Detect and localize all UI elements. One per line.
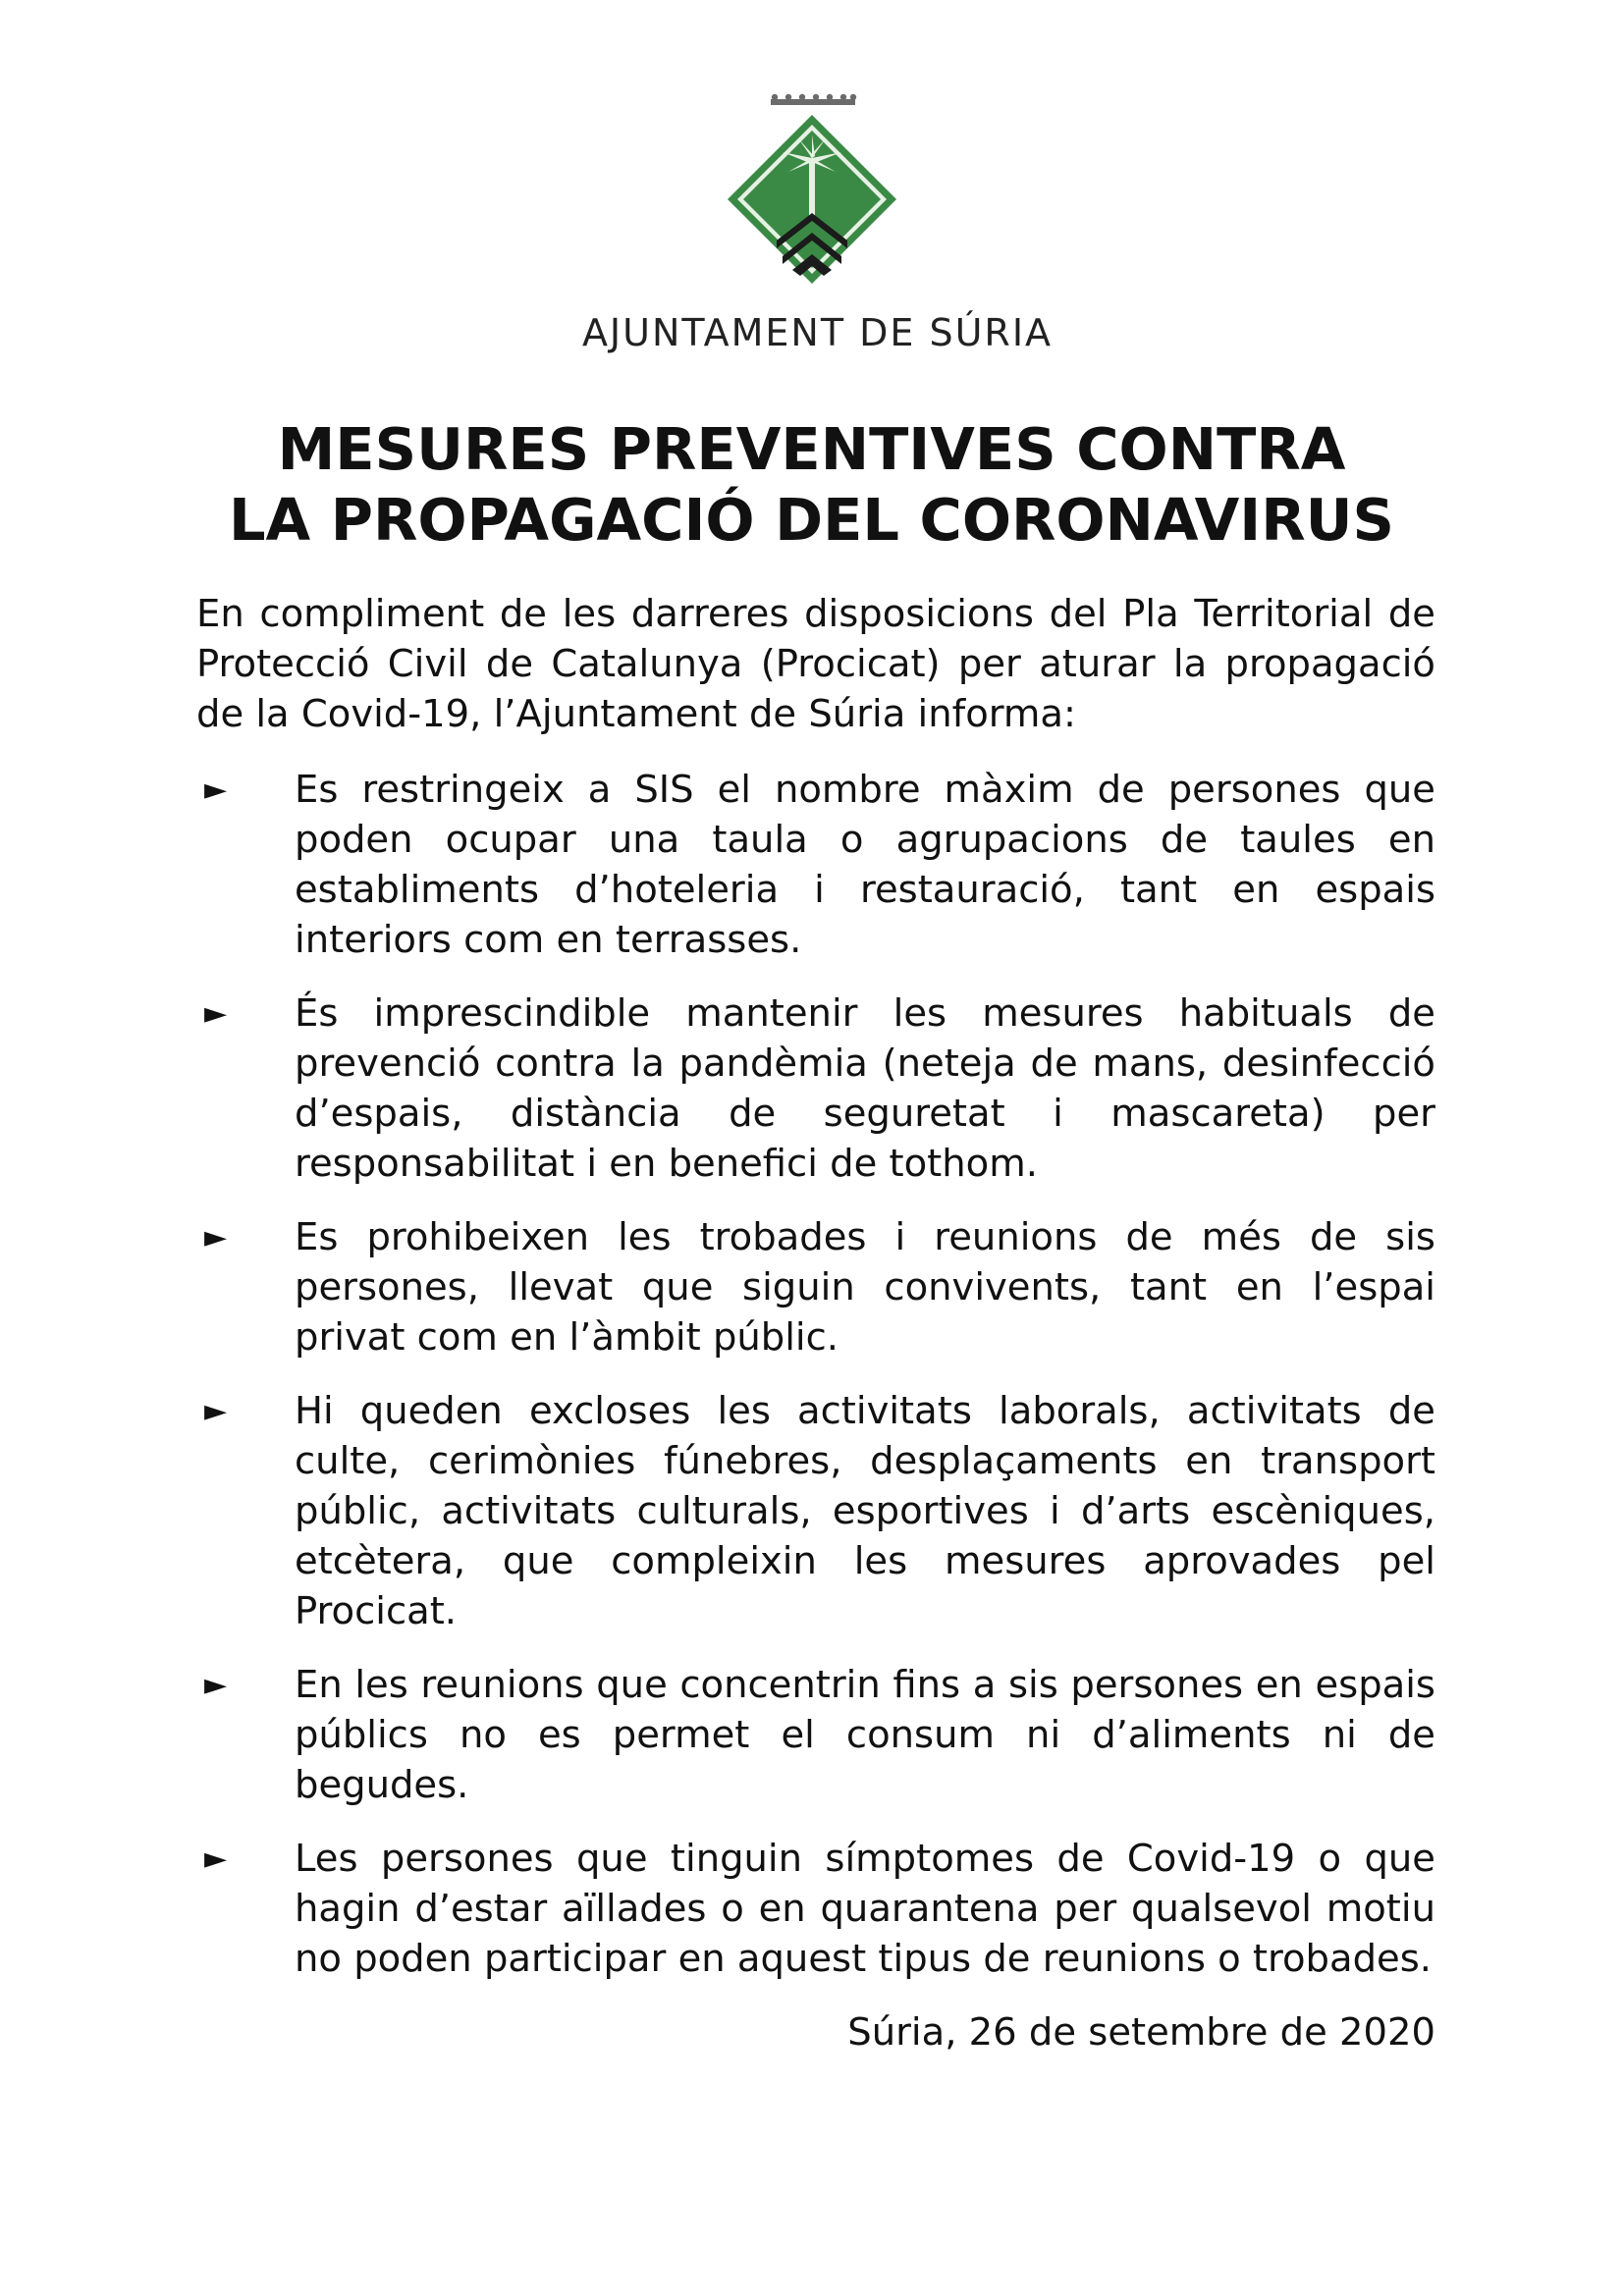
bullet-arrow-icon: ►	[204, 773, 228, 807]
list-item	[196, 1386, 1435, 1636]
list-item-text: Es prohibeixen les trobades i reunions de més de sis persones, llevat que siguin convivents, tant en l’espai privat com en l’àmbit públic.	[295, 1215, 1435, 1360]
list-item	[196, 1660, 1435, 1810]
list-item-text: Es restringeix a SIS el nombre màxim de persones que poden ocupar una taula o agrupacions de taules en establiments d’hoteleria i restauració, tant en espais interiors com en terrasses.	[295, 768, 1435, 962]
municipal-coat-of-arms-icon	[714, 93, 910, 299]
list-item	[196, 765, 1435, 965]
header-logo-block	[0, 93, 1623, 354]
list-item-text: En les reunions que concentrin fins a sis persones en espais públics no es permet el consum ni d’aliments ni de begudes.	[295, 1663, 1435, 1807]
crown-icon	[771, 94, 856, 105]
bullet-arrow-icon: ►	[204, 1394, 228, 1428]
list-item-text: És imprescindible mantenir les mesures habituals de prevenció contra la pandèmia (neteja de mans, desinfecció d’espais, distància de seguretat i mascareta) per responsabilitat i en benefici de tothom.	[295, 991, 1435, 1186]
list-item	[196, 1834, 1435, 1984]
bullet-arrow-icon: ►	[204, 996, 228, 1031]
org-name: AJUNTAMENT DE SÚRIA	[581, 311, 1054, 354]
list-item-text: Hi queden excloses les activitats laborals, activitats de culte, cerimònies fúnebres, desplaçaments en transport públic, activitats culturals, esportives i d’arts escèniques, etcètera, que compleixin les mesures aprovades pel Procicat.	[295, 1389, 1435, 1633]
bullet-arrow-icon: ►	[204, 1220, 228, 1255]
list-item	[196, 988, 1435, 1189]
footer-date: Súria, 26 de setembre de 2020	[847, 2010, 1435, 2055]
notice-body	[196, 589, 1435, 2057]
list-item	[196, 1212, 1435, 1362]
title-line-1: MESURES PREVENTIVES CONTRA	[277, 415, 1346, 483]
list-item-text: Les persones que tinguin símptomes de Covid-19 o que hagin d’estar aïllades o en quarantena per qualsevol motiu no poden participar en aquest tipus de reunions o trobades.	[295, 1837, 1435, 1981]
title-line-2: LA PROPAGACIÓ DEL CORONAVIRUS	[228, 486, 1395, 554]
bullet-arrow-icon: ►	[204, 1668, 228, 1702]
bullet-arrow-icon: ►	[204, 1842, 228, 1876]
intro-paragraph: En compliment de les darreres disposicions del Pla Territorial de Protecció Civil de Catalunya (Procicat) per aturar la propagació de la Covid-19, l’Ajuntament de Súria informa:	[196, 592, 1435, 736]
measures-list	[196, 765, 1435, 1984]
page-title	[0, 414, 1623, 556]
